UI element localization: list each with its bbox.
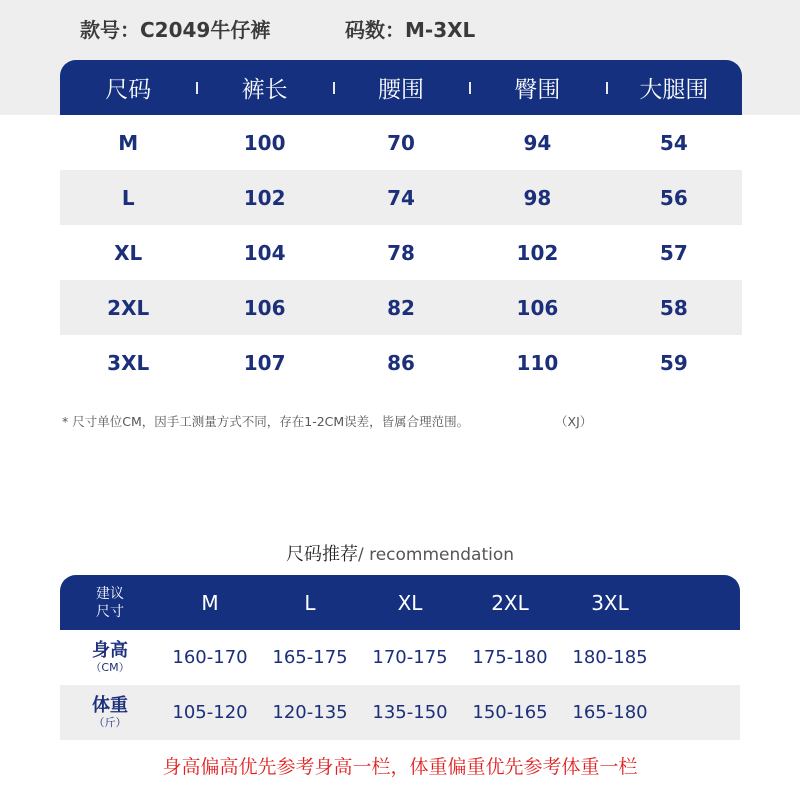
- height-row: [60, 630, 740, 685]
- height-label-text: 身高: [92, 639, 128, 661]
- table-cell: 104: [243, 240, 286, 265]
- height-label: [60, 641, 160, 675]
- table-row: [60, 280, 742, 335]
- table-cell: L: [121, 185, 135, 210]
- table-cell: 110: [516, 350, 559, 375]
- table-cell: 175-180: [472, 647, 548, 668]
- suggested-size-label-line1: 建议: [96, 585, 124, 602]
- table-cell: 135-150: [372, 702, 448, 723]
- recommendation-title: [0, 540, 800, 566]
- table-cell: XL: [114, 240, 143, 265]
- table-cell: 2XL: [107, 295, 150, 320]
- table-cell: 94: [523, 130, 552, 155]
- note-code: （XJ）: [555, 414, 593, 429]
- size-column-header: 2XL: [491, 590, 529, 615]
- measurement-note: * 尺寸单位CM，因手工测量方式不同，存在1-2CM误差，皆属合理范围。: [62, 414, 470, 429]
- table-cell: 59: [659, 350, 688, 375]
- table-cell: 170-175: [372, 647, 448, 668]
- table-cell: 82: [387, 295, 415, 320]
- table-cell: 86: [387, 350, 415, 375]
- table-row: [60, 225, 742, 280]
- weight-unit: （斤）: [93, 715, 127, 729]
- size-table-header: [60, 60, 742, 115]
- size-column-header: 3XL: [591, 590, 629, 615]
- table-cell: 70: [387, 130, 415, 155]
- column-header: 裤长: [196, 71, 332, 104]
- column-header: 臀围: [469, 71, 605, 104]
- table-cell: 165-180: [572, 702, 648, 723]
- table-row: [60, 115, 742, 170]
- suggested-size-label-line2: 尺寸: [96, 603, 124, 620]
- weight-label: [60, 696, 160, 730]
- priority-note: 身高偏高优先参考身高一栏，体重偏重优先参考体重一栏: [162, 756, 638, 778]
- table-cell: 106: [243, 295, 286, 320]
- column-header: 腰围: [333, 71, 469, 104]
- recommendation-table: [60, 575, 740, 740]
- table-row: [60, 335, 742, 390]
- table-row: [60, 170, 742, 225]
- recommendation-header: [60, 575, 740, 630]
- table-cell: 98: [523, 185, 552, 210]
- style-number: 款号：C2049牛仔裤: [80, 18, 271, 42]
- table-cell: 150-165: [472, 702, 548, 723]
- table-cell: M: [118, 130, 139, 155]
- table-cell: 54: [659, 130, 688, 155]
- suggested-size-label: [60, 585, 160, 621]
- table-cell: 3XL: [107, 350, 150, 375]
- table-cell: 74: [387, 185, 415, 210]
- recommendation-title-cn: 尺码推荐: [285, 544, 358, 565]
- column-header: 大腿围: [606, 71, 742, 104]
- table-cell: 100: [243, 130, 286, 155]
- height-unit: （CM）: [90, 660, 130, 674]
- table-cell: 102: [243, 185, 286, 210]
- table-cell: 165-175: [272, 647, 348, 668]
- recommendation-title-en: / recommendation: [357, 545, 515, 565]
- table-cell: 160-170: [172, 647, 248, 668]
- table-cell: 56: [659, 185, 688, 210]
- size-column-header: L: [304, 590, 316, 615]
- size-column-header: XL: [397, 590, 423, 615]
- weight-label-text: 体重: [92, 694, 128, 716]
- table-cell: 180-185: [572, 647, 648, 668]
- table-cell: 78: [387, 240, 415, 265]
- table-cell: 106: [516, 295, 559, 320]
- table-cell: 105-120: [172, 702, 248, 723]
- column-header: 尺码: [105, 77, 152, 103]
- weight-row: [60, 685, 740, 740]
- table-cell: 120-135: [272, 702, 348, 723]
- table-cell: 58: [659, 295, 688, 320]
- size-column-header: M: [201, 590, 219, 615]
- size-range: 码数：M-3XL: [345, 18, 476, 42]
- size-table: [60, 60, 742, 390]
- table-cell: 107: [243, 350, 286, 375]
- table-cell: 102: [516, 240, 559, 265]
- table-cell: 57: [659, 240, 688, 265]
